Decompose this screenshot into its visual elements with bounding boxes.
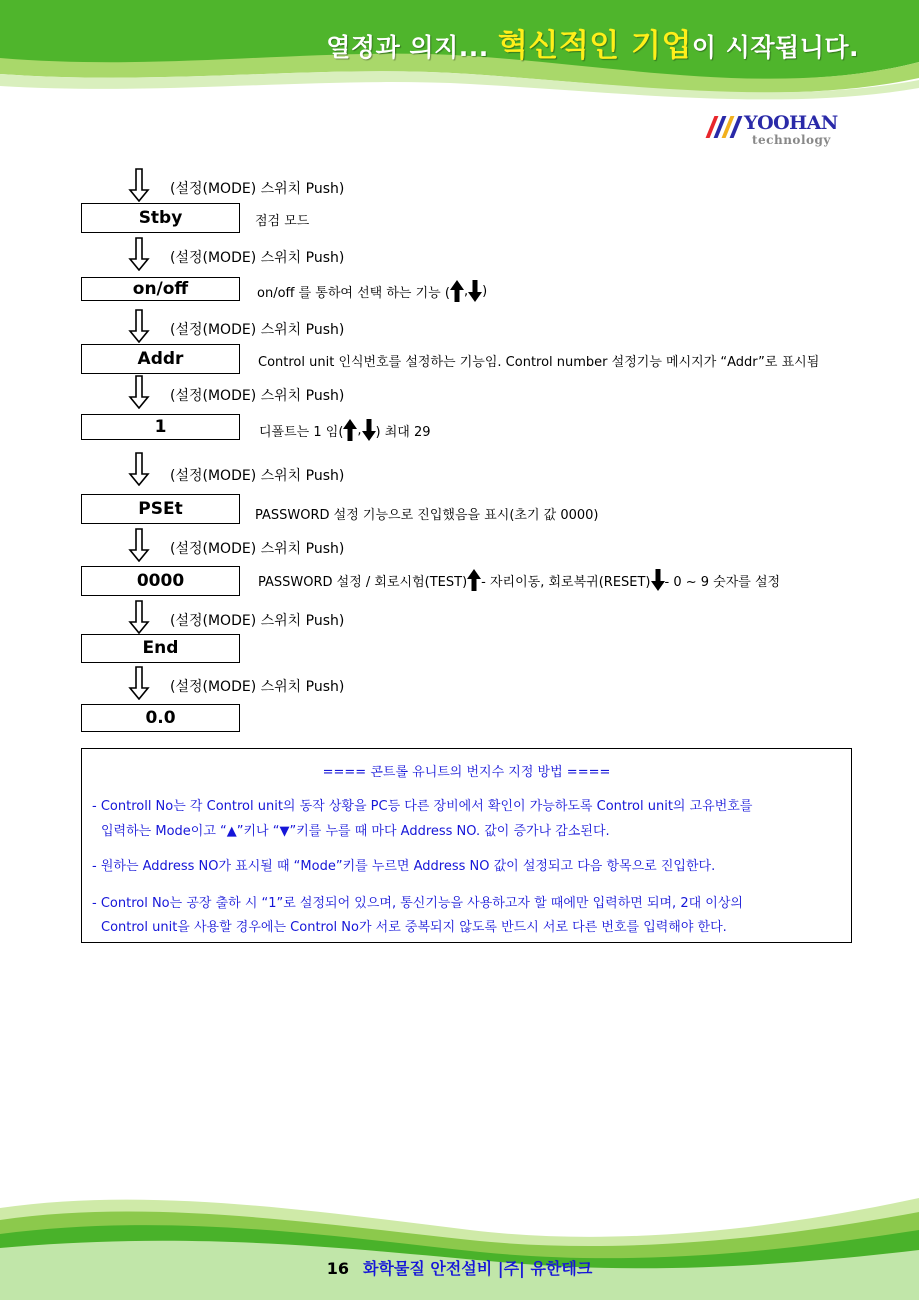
switch-push-label: (설정(MODE) 스위치 Push) [170, 613, 345, 629]
up-arrow-icon [450, 280, 464, 302]
note-line-1: - Controll No는 각 Control unit의 동작 상황을 PC등 다른 장비에서 확인이 가능하도록 Control unit의 고유번호를 [92, 799, 753, 814]
switch-push-label: (설정(MODE) 스위치 Push) [170, 541, 345, 557]
arrow-separator: , [357, 422, 362, 438]
switch-push-label: (설정(MODE) 스위치 Push) [170, 322, 345, 338]
step-box-stby: Stby [81, 203, 240, 233]
step-desc-onoff [257, 280, 487, 302]
header-slogan [326, 20, 859, 65]
page-number: 16 [326, 1259, 349, 1278]
page-footer [0, 1256, 919, 1279]
note-line-3: - 원하는 Address NO가 표시될 때 “Mode”키를 누르면 Address NO 값이 설정되고 다음 항목으로 진입한다. [92, 859, 716, 874]
step-desc-password-reset: - 자리이동, 회로복귀(RESET) [481, 574, 651, 590]
flow-down-arrow-icon [128, 168, 150, 202]
flow-down-arrow-icon [128, 237, 150, 271]
step-desc-addr: Control unit 인식번호를 설정하는 기능임. Control number 설정기능 메시지가 “Addr”로 표시됨 [258, 355, 820, 370]
flow-down-arrow-icon [128, 452, 150, 486]
arrow-separator: , [463, 283, 469, 299]
step-desc-onoff-close: ) [482, 283, 488, 299]
slogan-prefix: 열정과 의지... [326, 33, 498, 62]
switch-push-label: (설정(MODE) 스위치 Push) [170, 181, 345, 197]
footer-wave [0, 1190, 919, 1300]
down-arrow-icon [468, 280, 482, 302]
flow-down-arrow-icon [128, 375, 150, 409]
down-arrow-icon [651, 569, 665, 591]
logo-word: YOOHAN [744, 112, 838, 134]
switch-push-label: (설정(MODE) 스위치 Push) [170, 250, 345, 266]
note-title: ==== 콘트롤 유니트의 번지수 지정 방법 ==== [322, 765, 611, 780]
note-line-4: - Control No는 공장 출하 시 “1”로 설정되어 있으며, 통신기능을 사용하고자 할 때에만 입력하면 되며, 2대 이상의 [92, 896, 743, 911]
down-arrow-icon [362, 419, 376, 441]
up-arrow-icon [467, 569, 481, 591]
footer-label: 화학물질 안전설비 |주| 유한테크 [362, 1259, 593, 1278]
step-desc-password-text: PASSWORD 설정 / 회로시험(TEST) [258, 574, 468, 590]
step-desc-default-max: ) 최대 29 [375, 424, 431, 440]
step-desc-onoff-text: on/off 를 통하여 선택 하는 기능 ( [257, 285, 450, 301]
step-box-end: End [81, 634, 240, 663]
note-line-5: Control unit을 사용할 경우에는 Control No가 서로 중복되지 않도록 반드시 서로 다른 번호를 입력해야 한다. [101, 920, 727, 935]
switch-push-label: (설정(MODE) 스위치 Push) [170, 388, 345, 404]
flow-down-arrow-icon [128, 309, 150, 343]
step-box-default: 1 [81, 414, 240, 440]
flow-down-arrow-icon [128, 528, 150, 562]
step-desc-default-text: 디폴트는 1 임( [259, 424, 344, 440]
step-desc-password-digits: - 0 ~ 9 숫자를 설정 [664, 574, 781, 590]
address-note-box [81, 748, 852, 943]
step-box-password: 0000 [81, 566, 240, 596]
flow-down-arrow-icon [128, 666, 150, 700]
step-box-pset: PSEt [81, 494, 240, 524]
logo-subtitle: technology [752, 133, 831, 147]
step-desc-password [258, 569, 780, 591]
note-line-2: 입력하는 Mode이고 “▲”키나 “▼”키를 누를 때 마다 Address NO. 값이 증가나 감소된다. [101, 824, 610, 839]
step-desc-default [259, 419, 431, 441]
company-logo [706, 112, 856, 152]
step-box-addr: Addr [81, 344, 240, 374]
step-desc-pset: PASSWORD 설정 기능으로 진입했음을 표시(초기 값 0000) [255, 508, 599, 523]
step-desc-stby: 점검 모드 [255, 214, 310, 229]
slogan-highlight: 혁신적인 기업 [497, 28, 692, 64]
switch-push-label: (설정(MODE) 스위치 Push) [170, 679, 345, 695]
slogan-suffix: 이 시작됩니다. [691, 33, 859, 62]
up-arrow-icon [343, 419, 357, 441]
step-box-zero: 0.0 [81, 704, 240, 732]
switch-push-label: (설정(MODE) 스위치 Push) [170, 468, 345, 484]
step-box-onoff: on/off [81, 277, 240, 301]
flow-down-arrow-icon [128, 600, 150, 634]
